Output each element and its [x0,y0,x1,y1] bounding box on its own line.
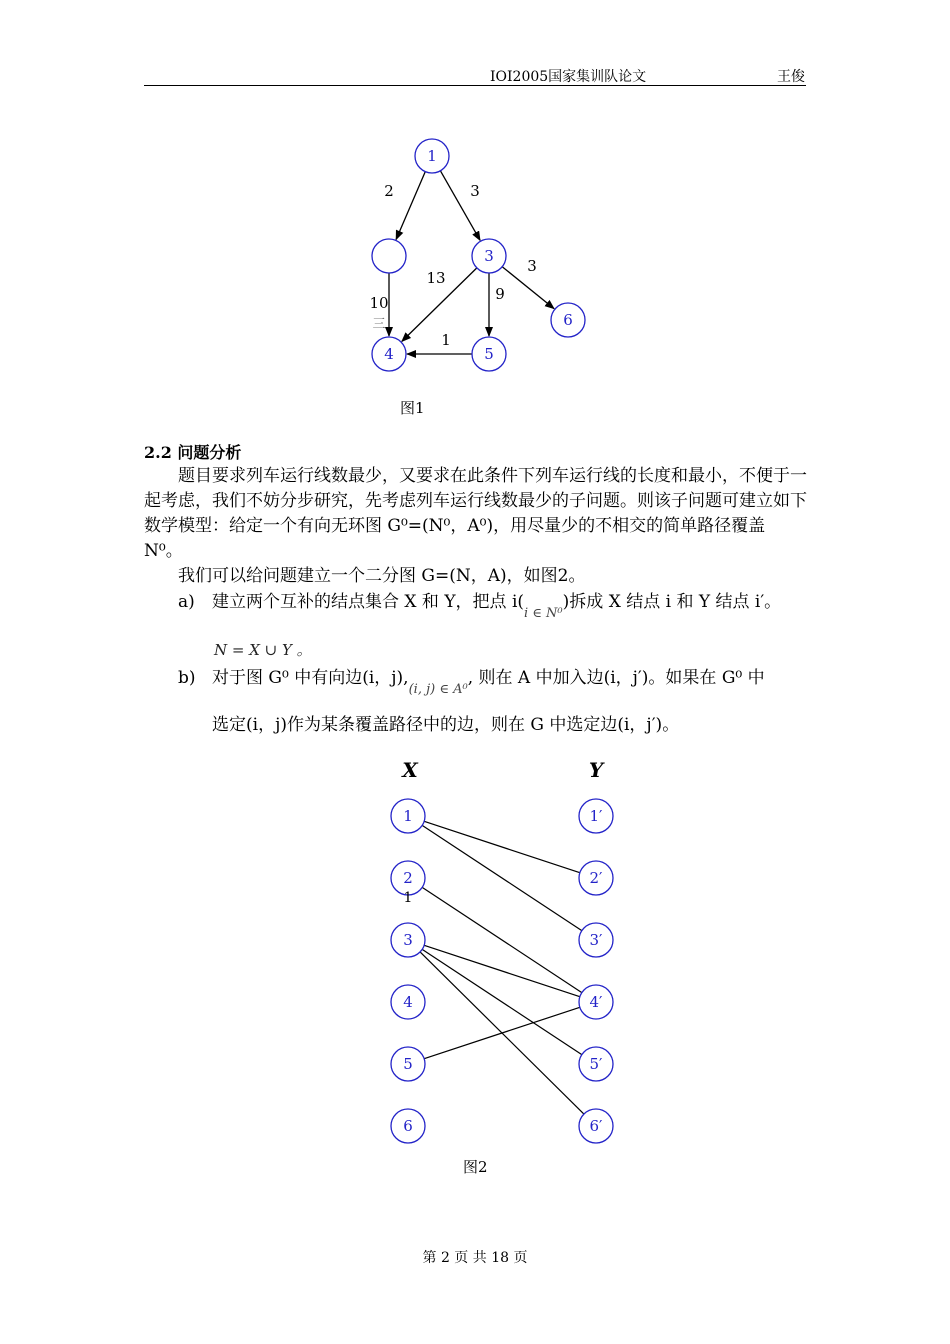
section-heading: 2.2 问题分析 [144,443,242,462]
list-item-b-line2: 选定(i，j)作为某条覆盖路径中的边，则在 G 中选定边(i，j′)。 [212,715,680,735]
paragraph-2-text: 我们可以给问题建立一个二分图 G=(N，A)，如图2。 [178,566,586,586]
figure1-edge-n1-n2 [396,172,425,240]
figure1-node-label: 1 [427,147,437,165]
figure2-x-node-label: 1 [403,807,413,825]
figure2-x-node-label: 2 [403,869,413,887]
figure2-edge-1-3 [422,825,582,930]
figure1-node-label: 6 [563,311,573,329]
figure1-stray-label: 三 [372,317,386,332]
list-item-b-math: (i, j) ∈ A⁰ [408,682,468,697]
figure2-y-node-label: 3′ [589,931,603,949]
figure2-y-header: Y [588,758,604,782]
figure1-edge-weight: 10 [369,294,389,312]
paragraph-1-text: 题目要求列车运行线数最少，又要求在此条件下列车运行线的长度和最小，不便于一起考虑，我们不妨分步研究，先考虑列车运行线数最少的子问题。则该子问题可建立如下数学模型：给定一个有向无环图 G⁰=(N⁰，A⁰)，用尽量少的不相交的简单路径覆盖 N⁰。 [144,466,807,561]
list-item-a-marker: a) [178,592,195,612]
figure2-y-node-label: 1′ [589,807,603,825]
figure1-edge-weight: 1 [441,331,451,349]
figure2-y-node-label: 5′ [589,1055,603,1073]
figure2-edge-3-4 [424,945,580,996]
list-item-b-marker: b) [178,668,196,688]
figure2-x-node-label: 3 [403,931,413,949]
figure2-y-node-label: 2′ [589,869,603,887]
list-item-a-text-before: 建立两个互补的结点集合 X 和 Y，把点 i( [212,592,525,612]
figure2-edge-1-2 [424,821,580,872]
figure2-edge-3-5 [422,949,582,1054]
list-item-b-text-after: , 则在 A 中加入边(i，j′)。如果在 G⁰ 中 [467,668,765,688]
figure1-edge-weight: 9 [495,285,505,303]
paragraph-1 [144,464,808,564]
figure2-stray-label: 1 [403,890,413,906]
list-item-a-math: i ∈ N⁰ [524,606,563,621]
figure1-edge-weight: 3 [470,182,480,200]
figure2-y-node-label: 6′ [589,1117,603,1135]
page-footer: 第 2 页 共 18 页 [422,1250,528,1266]
figure1-graph [0,0,950,420]
list-item-a-text-after: )拆成 X 结点 i 和 Y 结点 i′。 [562,592,782,612]
figure2-x-node-label: 5 [403,1055,413,1073]
list-item-b-text-before: 对于图 G⁰ 中有向边(i，j), [212,668,409,688]
header-title: IOI2005国家集训队论文 [490,69,647,85]
figure2-x-node-label: 6 [403,1117,413,1135]
figure1-node-label: 4 [384,345,394,363]
figure1-node-n2 [372,239,406,273]
figure1-node-label: 5 [484,345,494,363]
figure2-caption: 图2 [463,1158,488,1176]
paragraph-2 [144,564,808,589]
figure2-edge-5-4 [424,1007,580,1058]
equation-n-xy: N = X ∪ Y 。 [214,641,312,659]
header-author: 王俊 [777,69,805,85]
figure2-y-node-label: 4′ [589,993,603,1011]
figure2-edge-2-4 [422,887,582,992]
figure1-caption: 图1 [400,399,425,417]
figure1-node-label: 3 [484,247,494,265]
figure2-bipartite-graph [0,740,950,1160]
figure2-x-header: X [402,758,418,782]
figure1-edge-weight: 2 [384,182,394,200]
figure1-edge-weight: 3 [527,257,537,275]
figure1-edge-weight: 13 [426,269,446,287]
figure2-x-node-label: 4 [403,993,413,1011]
